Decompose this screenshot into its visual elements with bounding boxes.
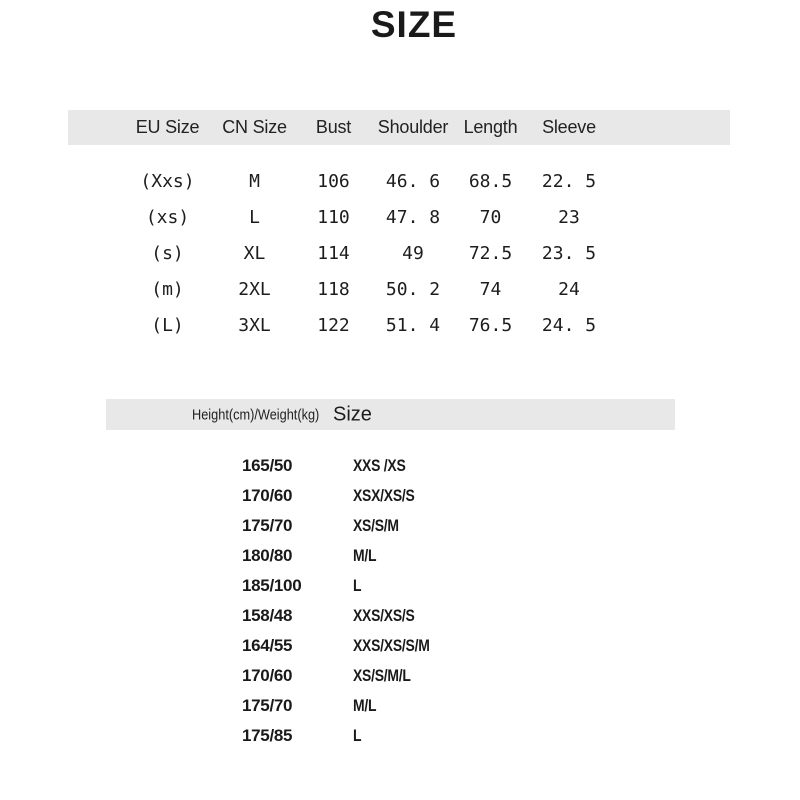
size-cell: L — [353, 576, 362, 595]
fit-table-row — [242, 691, 446, 721]
column-header-cn-size: CN Size — [222, 117, 287, 137]
fit-table-row — [242, 571, 446, 601]
size-cell: XXS /XS — [353, 456, 406, 475]
height-weight-cell: 185/100 — [242, 576, 302, 595]
measurement-table-row — [68, 307, 730, 343]
measurement-cell: 74 — [479, 278, 502, 300]
measurement-cell: 70 — [479, 206, 502, 228]
measurement-table-row — [68, 235, 730, 271]
measurement-cell: (xs) — [145, 206, 190, 228]
measurement-table-row — [68, 271, 730, 307]
page-title: SIZE — [370, 4, 458, 45]
size-cell: XXS/XS/S — [353, 606, 415, 625]
size-cell: XS/S/M/L — [353, 666, 411, 685]
height-weight-cell: 180/80 — [242, 546, 293, 565]
measurement-cell: 118 — [317, 278, 350, 300]
height-weight-cell: 170/60 — [242, 666, 293, 685]
measurement-cell: 2XL — [238, 278, 271, 300]
measurement-cell: 3XL — [238, 314, 271, 336]
column-header-size: Size — [333, 403, 372, 425]
size-cell: XS/S/M — [353, 516, 399, 535]
fit-table-row — [242, 541, 446, 571]
height-weight-cell: 175/70 — [242, 516, 293, 535]
measurement-table-header — [68, 110, 730, 145]
column-header-height-weight: Height(cm)/Weight(kg) — [192, 406, 320, 423]
column-header-sleeve: Sleeve — [542, 117, 596, 137]
fit-table-row — [242, 601, 446, 631]
height-weight-cell: 165/50 — [242, 456, 293, 475]
height-weight-cell: 170/60 — [242, 486, 293, 505]
measurement-cell: 24. 5 — [541, 314, 597, 336]
size-cell: XXS/XS/S/M — [353, 636, 430, 655]
measurement-cell: 106 — [317, 170, 350, 192]
measurement-cell: 72.5 — [468, 242, 513, 264]
measurement-table-body — [68, 145, 730, 343]
measurement-table-row — [68, 199, 730, 235]
size-cell: M/L — [353, 546, 377, 565]
measurement-cell: (L) — [151, 314, 184, 336]
fit-table-row — [242, 661, 446, 691]
measurement-cell: 23 — [558, 206, 580, 228]
measurement-cell: 50. 2 — [385, 278, 441, 300]
column-header-eu-size: EU Size — [135, 117, 200, 137]
size-cell: M/L — [353, 696, 377, 715]
measurement-cell: 23. 5 — [541, 242, 597, 264]
fit-table-row — [242, 511, 446, 541]
measurement-cell: M — [249, 170, 260, 192]
fit-table-row — [242, 631, 446, 661]
fit-table-header — [106, 399, 675, 430]
fit-table-body — [242, 451, 446, 751]
measurement-cell: (m) — [151, 278, 184, 300]
measurement-cell: 76.5 — [468, 314, 513, 336]
size-cell: L — [353, 726, 362, 745]
measurement-cell: (Xxs) — [140, 170, 195, 192]
height-weight-cell: 175/70 — [242, 696, 293, 715]
measurement-cell: 49 — [402, 242, 424, 264]
measurement-cell: XL — [243, 242, 266, 264]
measurement-cell: 47. 8 — [385, 206, 441, 228]
measurement-cell: 46. 6 — [385, 170, 441, 192]
measurement-cell: 114 — [317, 242, 350, 264]
fit-table-row — [242, 481, 446, 511]
measurement-cell: 22. 5 — [541, 170, 597, 192]
measurement-table-row — [68, 163, 730, 199]
height-weight-cell: 164/55 — [242, 636, 293, 655]
measurement-cell: 122 — [317, 314, 350, 336]
measurement-cell: (s) — [151, 242, 184, 264]
measurement-cell: 110 — [317, 206, 350, 228]
size-cell: XSX/XS/S — [353, 486, 415, 505]
fit-table-row — [242, 451, 446, 481]
measurement-cell: 24 — [558, 278, 580, 300]
column-header-shoulder: Shoulder — [377, 117, 449, 137]
measurement-cell: 68.5 — [468, 170, 513, 192]
height-weight-cell: 175/85 — [242, 726, 293, 745]
height-weight-cell: 158/48 — [242, 606, 293, 625]
measurement-cell: 51. 4 — [385, 314, 441, 336]
column-header-bust: Bust — [315, 117, 352, 137]
fit-table-row — [242, 721, 446, 751]
measurement-cell: L — [249, 206, 260, 228]
column-header-length: Length — [463, 117, 518, 137]
